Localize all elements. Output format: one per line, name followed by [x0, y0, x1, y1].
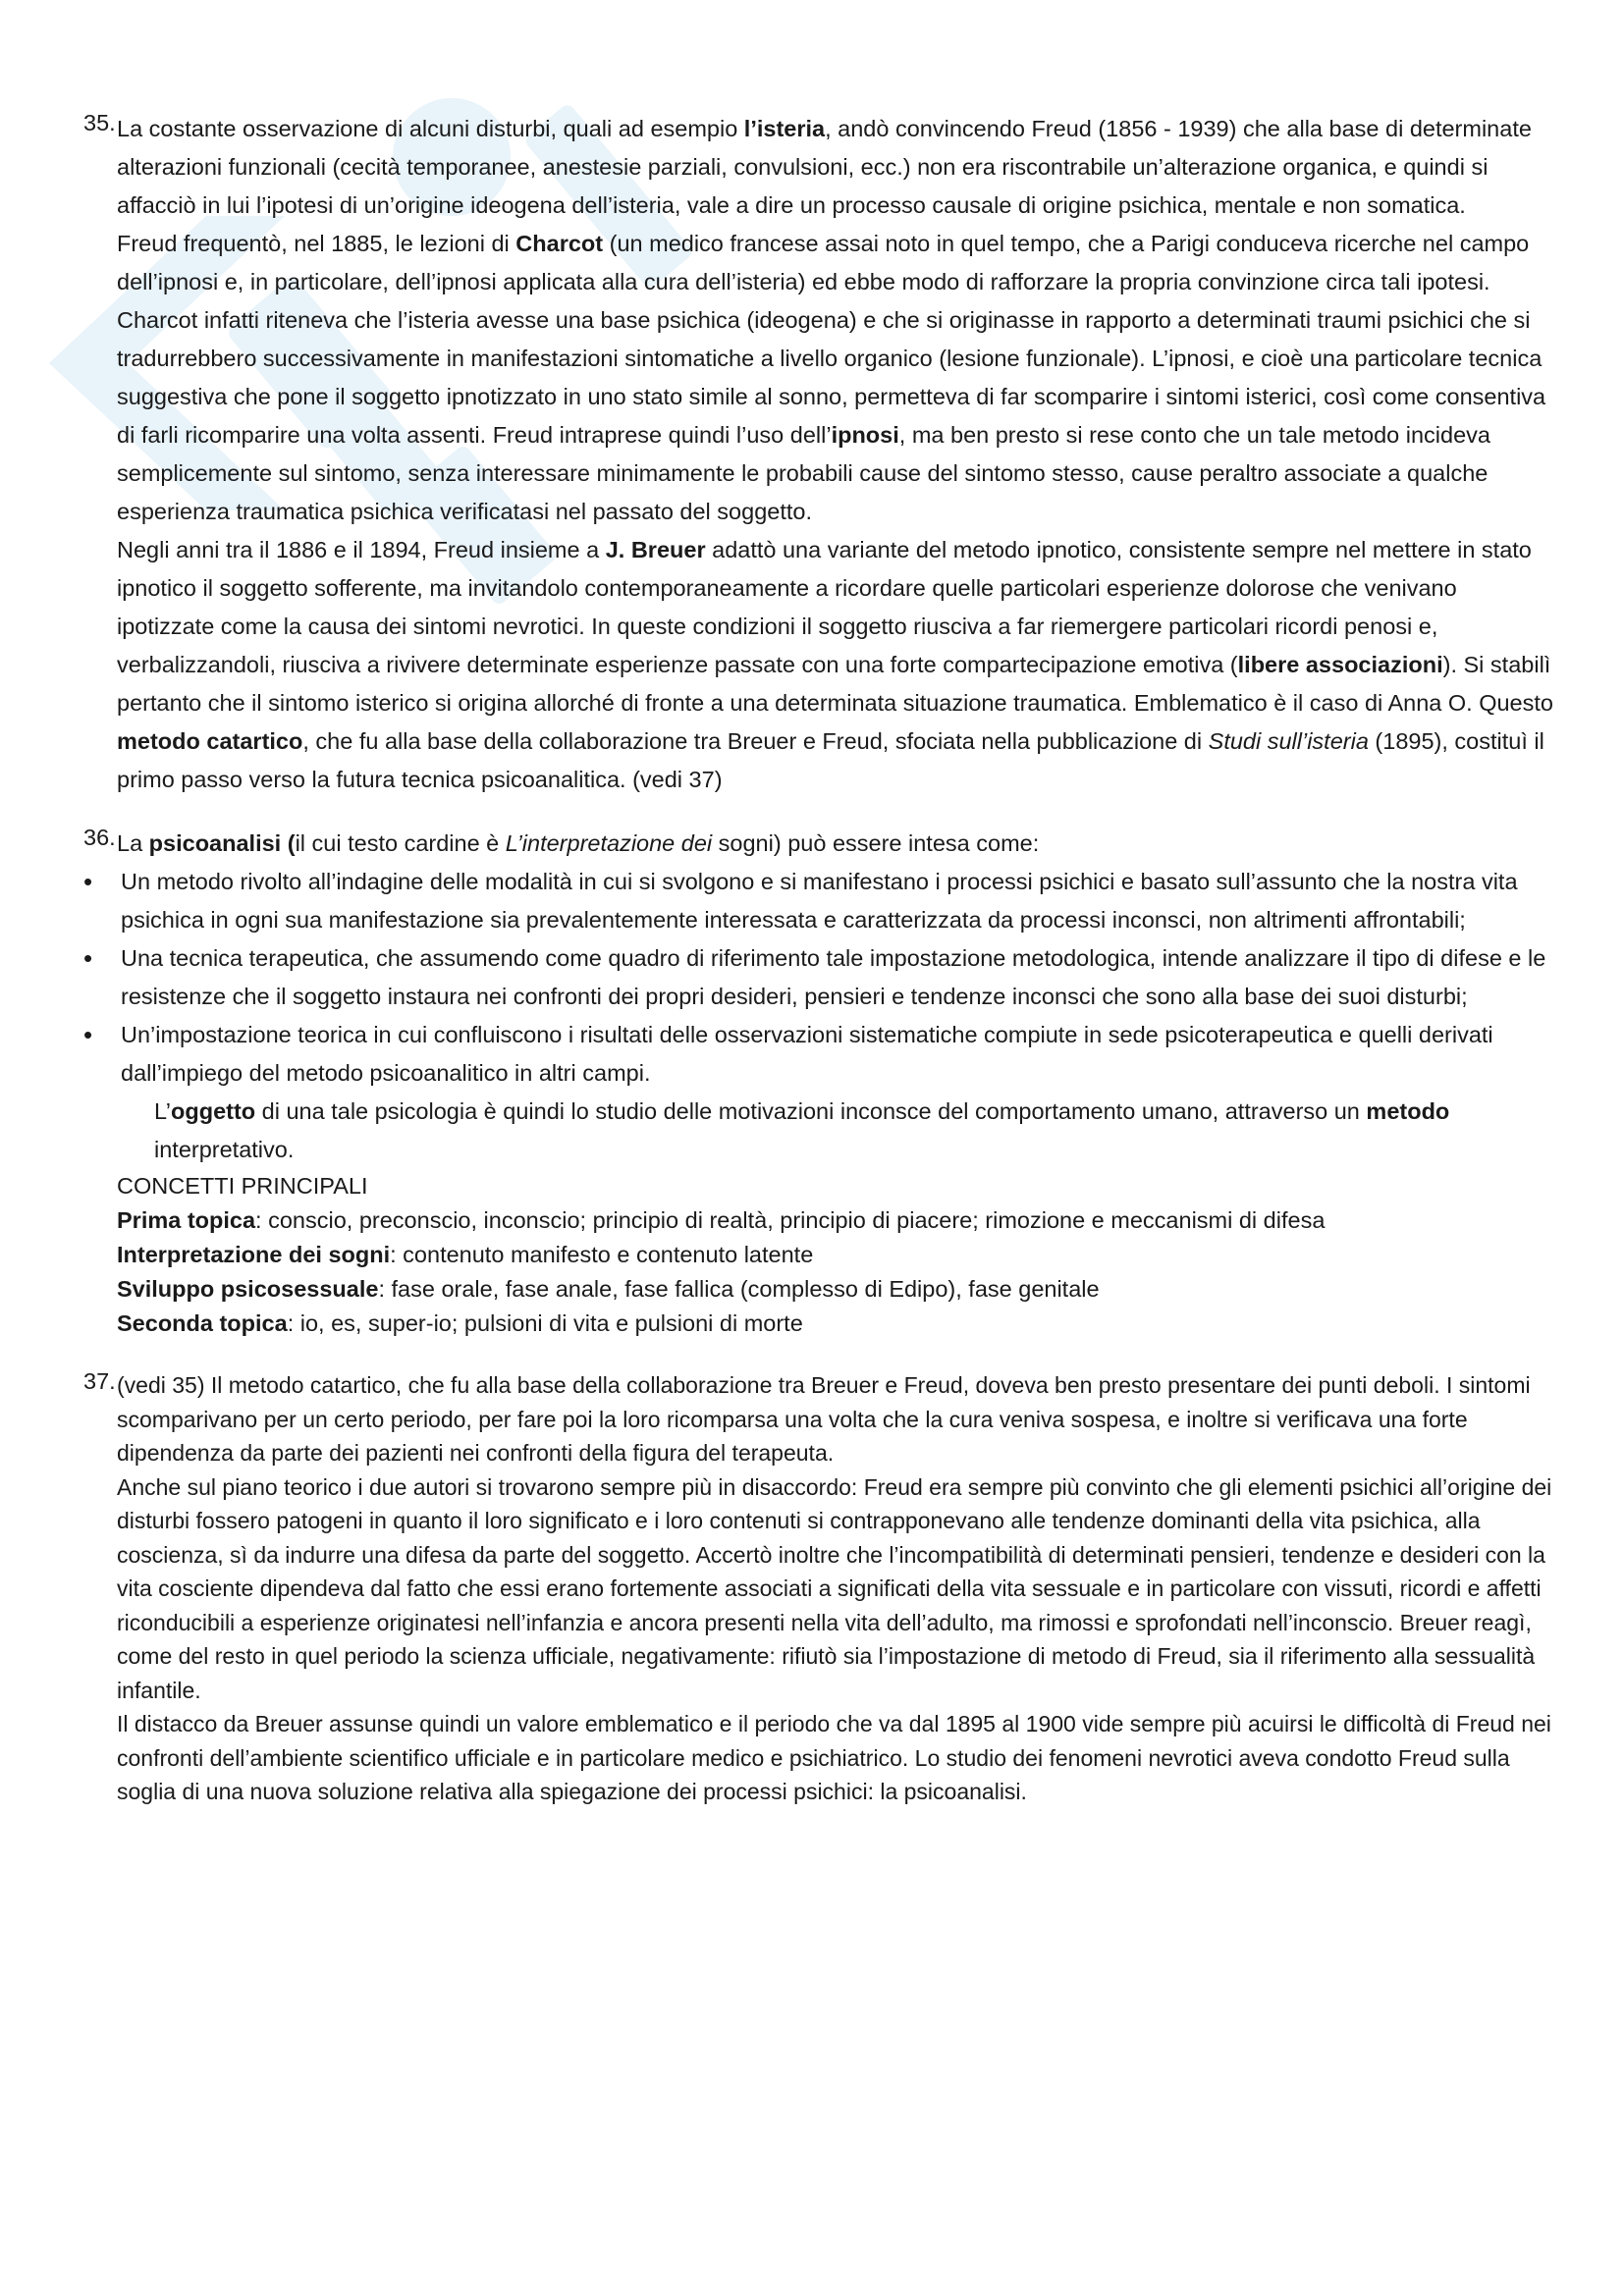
- section-35-paragraph-3: [117, 531, 1555, 799]
- section-35-paragraph-1: [117, 110, 1555, 225]
- section-36: [83, 825, 1556, 1341]
- text-run: sogni) può essere intesa come:: [712, 830, 1040, 856]
- text-run: , ma ben presto si rese conto che un tale metodo incideva semplicemente sul sintomo, senza interessare minimamente le probabili cause del sintomo stesso, cause peraltro associate a qualche esperienza traumatica psichica verificatasi nel passato del soggetto.: [117, 422, 1490, 524]
- text-run: adattò una variante del metodo ipnotico, consistente sempre nel mettere in stato ipnotico il soggetto sofferente, ma invitandolo contemporaneamente a ricordare quelle particolari esperienze dolorose che venivano ipotizzate come la causa dei sintomi nevrotici. In queste condizioni il soggetto riusciva a far riemergere particolari ricordi penosi e, verbalizzandoli, riusciva a rivivere determinate esperienze passate con una forte compartecipazione emotiva (: [117, 537, 1532, 677]
- list-item: • Un metodo rivolto all’indagine delle modalità in cui si svolgono e si manifestano i processi psichici e basato sull’assunto che la nostra vita psichica in ogni sua manifestazione sia prevalentemente interessata e caratterizzata da processi inconsci, non altrimenti affrontabili;: [83, 863, 1555, 939]
- concept-text: : io, es, super-io; pulsioni di vita e pulsioni di morte: [287, 1310, 803, 1336]
- concept-row: [117, 1238, 1555, 1272]
- text-run: di una tale psicologia è quindi lo studio delle motivazioni inconsce del comportamento umano, attraverso un: [255, 1098, 1367, 1124]
- section-36-intro: [117, 825, 1555, 863]
- bold-term: Charcot: [515, 231, 604, 256]
- concept-text: : fase orale, fase anale, fase fallica (complesso di Edipo), fase genitale: [378, 1276, 1100, 1302]
- bold-term: psicoanalisi (: [148, 830, 296, 856]
- italic-title: L’interpretazione dei: [505, 830, 713, 856]
- italic-title: Studi sull’isteria: [1208, 728, 1369, 754]
- text-run: Negli anni tra il 1886 e il 1894, Freud insieme a: [117, 537, 606, 562]
- concepts-title: CONCETTI PRINCIPALI: [117, 1173, 368, 1199]
- bold-term: ipnosi: [831, 422, 899, 448]
- concept-text: : contenuto manifesto e contenuto latente: [390, 1242, 814, 1267]
- text-run: La: [117, 830, 149, 856]
- bold-term: metodo catartico: [117, 728, 303, 754]
- text-run: ). Si stabilì pertanto che il sintomo isterico si origina allorché di fronte a una determinata situazione traumatica. Emblematico è il caso di Anna O. Questo: [117, 652, 1553, 716]
- concept-row: [117, 1307, 1555, 1341]
- text-run: Freud frequentò, nel 1885, le lezioni di: [117, 231, 516, 256]
- section-36-number: 36.: [83, 825, 116, 850]
- concept-row: [117, 1272, 1555, 1307]
- text-run: L’: [154, 1098, 171, 1124]
- object-line: [117, 1093, 1555, 1169]
- concept-row: [117, 1203, 1555, 1238]
- psicoanalisi-definitions-list: [83, 863, 1555, 1093]
- text-run: (un medico francese assai noto in quel tempo, che a Parigi conduceva ricerche nel campo dell’ipnosi e, in particolare, dell’ipnosi applicata alla cura dell’isteria) ed ebbe modo di rafforzare la propria convinzione circa tali ipotesi. Charcot infatti riteneva che l’isteria avesse una base psichica (ideogena) e che si originasse in rapporto a determinati traumi psichici che si tradurrebbero successivamente in manifestazioni sintomatiche a livello organico (lesione funzionale). L’ipnosi, e cioè una particolare tecnica suggestiva che pone il soggetto ipnotizzato in uno stato simile al sonno, permetteva di far scomparire i sintomi isterici, così come consentiva di farli ricomparire una volta assenti. Freud intraprese quindi l’uso dell’: [117, 231, 1546, 448]
- section-37-paragraph-2: Anche sul piano teorico i due autori si trovarono sempre più in disaccordo: Freud era sempre più convinto che gli elementi psichici all’origine dei disturbi fossero patogeni in quanto il loro significato e i loro contenuti si contrapponevano alle tendenze dominanti della vita psichica, alla coscienza, sì da indurre una difesa da parte del soggetto. Accertò inoltre che l’incompatibilità di determinati pensieri, tendenze e desideri con la vita cosciente dipendeva dal fatto che essi erano fortemente associati a significati della vita sessuale e in particolare con vissuti, ricordi e affetti riconducibili a esperienze originatesi nell’infanzia e ancora presenti nella vita dell’adulto, ma rimossi e sprofondati nell’inconscio. Breuer reagì, come del resto in quel periodo la scienza ufficiale, negativamente: rifiutò sia l’impostazione di metodo di Freud, sia il riferimento alla sessualità infantile.: [117, 1473, 1552, 1703]
- bold-term: metodo: [1366, 1098, 1450, 1124]
- bold-term: oggetto: [171, 1098, 256, 1124]
- section-35-number: 35.: [83, 110, 116, 135]
- text-run: il cui testo cardine è: [295, 830, 506, 856]
- section-35-paragraph-2: [117, 225, 1555, 531]
- concept-label: Prima topica: [117, 1207, 256, 1233]
- concept-label: Sviluppo psicosessuale: [117, 1276, 379, 1302]
- concept-text: : conscio, preconscio, inconscio; principio di realtà, principio di piacere; rimozione e meccanismi di difesa: [255, 1207, 1326, 1233]
- bold-term: libere associazioni: [1237, 652, 1443, 677]
- text-run: , che fu alla base della collaborazione tra Breuer e Freud, sfociata nella pubblicazione di: [302, 728, 1209, 754]
- text-run: La costante osservazione di alcuni disturbi, quali ad esempio: [117, 116, 744, 141]
- bold-term: l’isteria: [743, 116, 826, 141]
- section-35: [83, 110, 1556, 799]
- concept-label: Interpretazione dei sogni: [117, 1242, 391, 1267]
- list-item: • Una tecnica terapeutica, che assumendo come quadro di riferimento tale impostazione metodologica, intende analizzare il tipo di difese e le resistenze che il soggetto instaura nei confronti dei propri desideri, pensieri e tendenze inconsci che sono alla base dei suoi disturbi;: [83, 939, 1555, 1016]
- section-37-paragraph-1: (vedi 35) Il metodo catartico, che fu alla base della collaborazione tra Breuer e Freud, doveva ben presto presentare dei punti deboli. I sintomi scomparivano per un certo periodo, per fare poi la loro ricomparsa una volta che la cura veniva sospesa, e inoltre si verificava una forte dipendenza da parte dei pazienti nei confronti della figura del terapeuta.: [117, 1372, 1531, 1466]
- text-run: interpretativo.: [154, 1137, 295, 1162]
- bold-term: J. Breuer: [605, 537, 706, 562]
- concept-label: Seconda topica: [117, 1310, 288, 1336]
- text-run: (1895), costituì il primo passo verso la futura tecnica psicoanalitica. (vedi 37): [117, 728, 1544, 792]
- section-37: [83, 1368, 1556, 1809]
- section-37-number: 37.: [83, 1368, 116, 1394]
- text-run: , andò convincendo Freud (1856 - 1939) che alla base di determinate alterazioni funzionali (cecità temporanee, anestesie parziali, convulsioni, ecc.) non era riscontrabile un’alterazione organica, e quindi si affacciò in lui l’ipotesi di un’origine ideogena dell’isteria, vale a dire un processo causale di origine psichica, mentale e non somatica.: [117, 116, 1532, 218]
- document-content: [83, 110, 1556, 1809]
- section-37-paragraph-3: Il distacco da Breuer assunse quindi un valore emblematico e il periodo che va dal 1895 al 1900 vide sempre più acuirsi le difficoltà di Freud nei confronti dell’ambiente scientifico ufficiale e in particolare medico e psichiatrico. Lo studio dei fenomeni nevrotici aveva condotto Freud sulla soglia di una nuova soluzione relativa alla spiegazione dei processi psichici: la psicoanalisi.: [117, 1711, 1551, 1804]
- list-item: • Un’impostazione teorica in cui confluiscono i risultati delle osservazioni sistematiche compiute in sede psicoterapeutica e quelli derivati dall’impiego del metodo psicoanalitico in altri campi.: [83, 1016, 1555, 1093]
